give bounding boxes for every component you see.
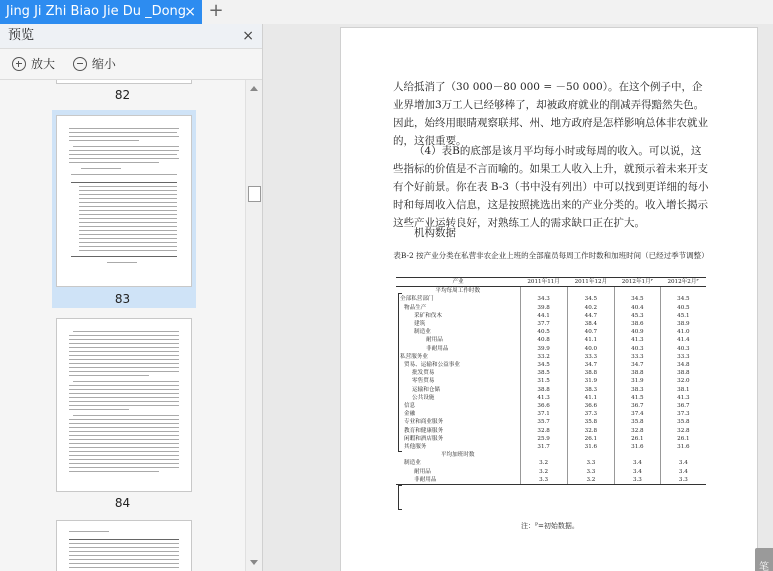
table-cell: 33.3: [567, 353, 614, 361]
table-row: [396, 304, 706, 312]
table-cell: 33.3: [615, 353, 661, 361]
table-cell: 26.1: [615, 435, 661, 443]
body-paragraph: （4）表B的底部是该月平均每小时或每周的收入。可以说，这些指标的价值是不言而喻的。如果工人收入上升，就预示着未来开支有个好前景。你在表 B-3（书中没有列出）中可以找到更详细的每小时和每周收入信息，这是按照挑选出来的产业分类的。收入增长揭示这些产业运转良好，对熟练工人的需求缺口正在扩大。: [393, 145, 709, 229]
table-cell: 3.3: [567, 468, 614, 476]
table-cell: 3.3: [615, 476, 661, 485]
empty-cell: [660, 451, 706, 459]
row-label: 全部私营部门: [400, 296, 434, 303]
table-row: [396, 320, 706, 328]
table-cell: 3.4: [660, 459, 706, 467]
row-label: 其他服务: [404, 444, 427, 451]
table-row: [396, 361, 706, 369]
table-cell: 35.7: [520, 418, 567, 426]
table-cell: 31.6: [615, 443, 661, 451]
column-header: 产业: [396, 278, 520, 287]
table-cell: 41.3: [520, 394, 567, 402]
table-cell: 31.5: [520, 377, 567, 385]
column-header: 2012年1月ᴾ: [615, 278, 661, 287]
empty-cell: [520, 451, 567, 459]
row-label: 物品生产: [404, 304, 427, 311]
row-label: 闲暇和酒店服务: [404, 435, 444, 442]
table-row: [396, 476, 706, 485]
table-cell: 38.8: [660, 369, 706, 377]
data-table: [396, 277, 706, 485]
scroll-up-icon[interactable]: [250, 86, 258, 91]
tab-bar: [0, 0, 773, 25]
thumbnail-list: [0, 80, 245, 571]
table-cell: 3.4: [615, 459, 661, 467]
table-cell: 37.3: [567, 410, 614, 418]
table-cell: 37.7: [520, 320, 567, 328]
close-icon[interactable]: ×: [242, 28, 254, 44]
row-label: 金融: [404, 411, 416, 418]
table-cell: 3.3: [660, 476, 706, 485]
zoom-toolbar: [0, 49, 262, 80]
table-cell: 38.3: [567, 386, 614, 394]
table-row: [396, 295, 706, 303]
tab-title: Jing Ji Zhi Biao Jie Du _Dong: [6, 4, 187, 19]
document-page: [340, 27, 758, 571]
table-cell: 3.4: [660, 468, 706, 476]
table-cell: 25.9: [520, 435, 567, 443]
table-row: [396, 468, 706, 476]
table-cell: 26.1: [660, 435, 706, 443]
row-label: 公共设施: [412, 394, 435, 401]
row-label: 采矿和伐木: [414, 312, 442, 319]
table-row: [396, 369, 706, 377]
zoom-out-icon: [73, 57, 87, 71]
row-label: 教育和健康服务: [404, 427, 444, 434]
table-cell: 37.3: [660, 410, 706, 418]
table-cell: 41.0: [660, 328, 706, 336]
table-cell: 36.6: [567, 402, 614, 410]
table-cell: 3.3: [567, 459, 614, 467]
table-cell: 40.5: [660, 304, 706, 312]
table-cell: 34.5: [660, 295, 706, 303]
section-label: 平均每周工作时数: [435, 288, 481, 295]
table-cell: 31.7: [520, 443, 567, 451]
zoom-in-icon: [12, 57, 26, 71]
table-note: 注：ᴾ=初始数据。: [521, 522, 579, 530]
table-cell: 40.0: [567, 345, 614, 353]
table-cell: 34.8: [660, 361, 706, 369]
page-number: 83: [114, 292, 131, 306]
close-icon[interactable]: ×: [184, 4, 196, 20]
row-label: 制造业: [414, 329, 431, 336]
table-cell: 40.5: [520, 328, 567, 336]
table-cell: 3.2: [520, 468, 567, 476]
table-row: [396, 443, 706, 451]
table-row: [396, 328, 706, 336]
table-cell: 3.2: [567, 476, 614, 485]
table-cell: 45.1: [660, 312, 706, 320]
table-cell: 34.3: [520, 295, 567, 303]
table-cell: 40.2: [567, 304, 614, 312]
table-cell: 38.8: [520, 386, 567, 394]
table-cell: 41.1: [567, 336, 614, 344]
table-cell: 34.5: [615, 295, 661, 303]
table-row: [396, 427, 706, 435]
table-cell: 26.1: [567, 435, 614, 443]
page-thumbnail-83[interactable]: [56, 115, 192, 287]
table-cell: 32.8: [567, 427, 614, 435]
table-cell: 36.7: [615, 402, 661, 410]
table-cell: 38.8: [567, 369, 614, 377]
table-row: [396, 394, 706, 402]
row-label: 专业和商业服务: [404, 419, 444, 426]
row-label: 零售贸易: [412, 378, 435, 385]
table-cell: 38.5: [520, 369, 567, 377]
table-cell: 32.8: [615, 427, 661, 435]
table-cell: 38.9: [660, 320, 706, 328]
page-thumbnail-84[interactable]: [56, 318, 192, 492]
page-thumbnail-85[interactable]: [56, 520, 192, 571]
table-cell: 34.5: [567, 295, 614, 303]
row-label: 私营服务业: [400, 353, 428, 360]
table-cell: 44.1: [520, 312, 567, 320]
side-panel-button[interactable]: 笔: [755, 548, 773, 571]
page-number: 82: [114, 88, 131, 102]
row-label: 信息: [404, 403, 416, 410]
empty-cell: [520, 287, 567, 296]
table-cell: 35.8: [567, 418, 614, 426]
table-cell: 34.5: [520, 361, 567, 369]
table-cell: 36.7: [660, 402, 706, 410]
preview-sidebar: [0, 24, 263, 571]
table-cell: 32.0: [660, 377, 706, 385]
column-header: 2011年11月: [520, 278, 567, 287]
page-number: 84: [114, 496, 131, 510]
table-cell: 41.3: [615, 336, 661, 344]
row-label: 耐用品: [426, 337, 443, 344]
section-row: [396, 287, 706, 296]
table-cell: 38.1: [660, 386, 706, 394]
sidebar-title: 预览: [8, 28, 35, 43]
empty-cell: [567, 451, 614, 459]
table-cell: 38.3: [615, 386, 661, 394]
table-row: [396, 386, 706, 394]
table-cell: 3.3: [520, 476, 567, 485]
table-row: [396, 459, 706, 467]
table-cell: 44.7: [567, 312, 614, 320]
column-header: 2011年12月: [567, 278, 614, 287]
new-tab-icon[interactable]: +: [208, 0, 224, 21]
table-cell: 38.8: [615, 369, 661, 377]
section-row: [396, 451, 706, 459]
row-label: 建筑: [414, 321, 426, 328]
row-label: 制造业: [404, 460, 421, 467]
table-cell: 36.6: [520, 402, 567, 410]
table-cell: 3.4: [615, 468, 661, 476]
table-row: [396, 418, 706, 426]
thumbnail-scrollbar[interactable]: [245, 80, 262, 571]
section-heading: 机构数据: [414, 227, 456, 239]
zoom-out-button[interactable]: [73, 49, 116, 79]
body-paragraph: 人给抵消了（30 000－80 000 = －50 000）。在这个例子中，企业界增加3万工人已经够棒了，却被政府就业的削减弄得黯然失色。因此，始终用眼睛观察联邦、州、地方政府是怎样影响总体非农就业的，这很重要。: [393, 81, 708, 147]
table-cell: 35.8: [660, 418, 706, 426]
table-cell: 41.5: [615, 394, 661, 402]
empty-cell: [567, 287, 614, 296]
table-cell: 45.3: [615, 312, 661, 320]
table-bracket: [398, 293, 402, 452]
table-cell: 39.8: [520, 304, 567, 312]
table-cell: 34.7: [567, 361, 614, 369]
table-caption: 表B-2 按产业分类在私营非农企业上班的全部雇员每周工作时数和加班时间（已经过季节调整）: [393, 251, 709, 260]
table-cell: 38.4: [567, 320, 614, 328]
table-cell: 40.3: [660, 345, 706, 353]
row-label: 耐用品: [414, 468, 431, 475]
column-header: 2012年2月ᴾ: [660, 278, 706, 287]
page-thumbnail-81[interactable]: [56, 80, 192, 84]
table-cell: 31.9: [615, 377, 661, 385]
table-cell: 35.8: [615, 418, 661, 426]
table-cell: 32.8: [660, 427, 706, 435]
table-cell: 40.4: [615, 304, 661, 312]
table-cell: 34.7: [615, 361, 661, 369]
row-label: 贸易、运输和公益事业: [404, 362, 460, 369]
scroll-down-icon[interactable]: [250, 560, 258, 565]
row-label: 批发贸易: [412, 370, 435, 377]
table-row: [396, 377, 706, 385]
table-cell: 31.6: [567, 443, 614, 451]
table-row: [396, 336, 706, 344]
table-cell: 32.8: [520, 427, 567, 435]
table-cell: 40.7: [567, 328, 614, 336]
document-viewer: [263, 24, 773, 571]
empty-cell: [615, 287, 661, 296]
table-cell: 38.6: [615, 320, 661, 328]
table-row: [396, 410, 706, 418]
table-bracket: [398, 485, 402, 510]
table-cell: 31.6: [660, 443, 706, 451]
row-label: 运输和仓储: [412, 386, 440, 393]
table-cell: 40.8: [520, 336, 567, 344]
empty-cell: [615, 451, 661, 459]
table-cell: 39.9: [520, 345, 567, 353]
scrollbar-thumb[interactable]: [248, 186, 261, 202]
table-cell: 41.4: [660, 336, 706, 344]
table-row: [396, 312, 706, 320]
zoom-in-label: 放大: [31, 57, 56, 71]
table-row: [396, 402, 706, 410]
table-row: [396, 435, 706, 443]
table-cell: 31.9: [567, 377, 614, 385]
table-row: [396, 353, 706, 361]
empty-cell: [660, 287, 706, 296]
sidebar-header: [0, 24, 262, 49]
zoom-in-button[interactable]: [12, 49, 55, 79]
zoom-out-label: 缩小: [91, 57, 116, 71]
table-cell: 33.3: [660, 353, 706, 361]
row-label: 非耐用品: [396, 476, 520, 485]
table-cell: 40.3: [615, 345, 661, 353]
table-cell: 40.9: [615, 328, 661, 336]
table-row: [396, 345, 706, 353]
row-label: 非耐用品: [426, 345, 449, 352]
table-cell: 3.2: [520, 459, 567, 467]
section-label: 平均加班时数: [440, 452, 475, 459]
table-cell: 41.3: [660, 394, 706, 402]
table-cell: 33.2: [520, 353, 567, 361]
table-cell: 41.1: [567, 394, 614, 402]
document-tab[interactable]: [0, 0, 202, 24]
table-cell: 37.1: [520, 410, 567, 418]
table-cell: 37.4: [615, 410, 661, 418]
